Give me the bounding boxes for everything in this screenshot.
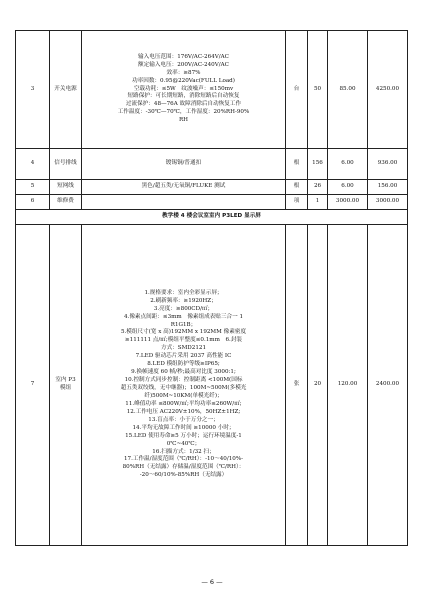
item-total: 4250.00 xyxy=(368,31,408,149)
spec-line: 额定输入电压：200V/AC-240V/AC xyxy=(138,61,229,68)
item-unit-price: 85.00 xyxy=(328,31,368,149)
spec-line: 13.盲点率：小于万分之一； xyxy=(148,416,219,423)
spec-line: ≥111111 点/㎡;模组平整度≤0.1mm 6.封装 xyxy=(124,337,243,344)
spec-line: 11.峰值功率 ≤800W/㎡;平均功率≤260W/㎡; xyxy=(125,400,242,407)
quotation-table xyxy=(15,30,408,546)
table-row-3 xyxy=(16,31,408,149)
item-unit-price: 6.00 xyxy=(328,180,368,195)
page-number: — 6 — xyxy=(201,578,223,586)
item-name: 开关电源 xyxy=(50,31,82,149)
item-name: 短网线 xyxy=(50,180,82,195)
spec-line: 0℃~40℃； xyxy=(166,440,201,447)
spec-line: 7.LED 驱动芯片采用 2037 高性能 IC xyxy=(135,353,232,360)
spec-line: 12.工作电压 AC220V±10%，50HZ±1HZ; xyxy=(126,408,241,415)
spec-line: 10.控制方式同步控制：控制距离 <100M(国标 xyxy=(124,377,243,384)
item-spec xyxy=(82,225,286,546)
item-unit: 根 xyxy=(286,180,308,195)
spec-line: 8.LED 模组防护等级≥IP65; xyxy=(147,361,220,368)
item-unit-price: 120.00 xyxy=(328,225,368,546)
item-name: 维修费 xyxy=(50,195,82,210)
item-quantity: 20 xyxy=(308,225,328,546)
spec-line: 工作温度：-30℃—70℃，工作湿度：20%RH-90% xyxy=(117,109,250,116)
item-unit-price: 6.00 xyxy=(328,149,368,180)
item-spec: 镀锡铜/普通扣 xyxy=(82,149,286,180)
item-spec xyxy=(82,195,286,210)
spec-line: 15.LED 使用寿命≥5 万小时；运行环境温度-1 xyxy=(125,432,242,439)
spec-line: 空载功耗：≤5W 纹波噪声：≤150mv xyxy=(133,85,234,92)
spec-line: 9.换帧速度 60 帧/秒;最高对比度 3000:1; xyxy=(131,369,236,376)
spec-line: R1G1B； xyxy=(170,321,197,328)
item-number: 5 xyxy=(16,180,50,195)
table-row-5 xyxy=(16,180,408,195)
item-unit: 张 xyxy=(286,225,308,546)
section-title: 教学楼 4 楼会议室室内 P3LED 显示屏 xyxy=(16,210,408,225)
item-unit: 项 xyxy=(286,195,308,210)
item-total: 2400.00 xyxy=(368,225,408,546)
item-total: 156.00 xyxy=(368,180,408,195)
item-total: 3000.00 xyxy=(368,195,408,210)
spec-line: 1.规格要求：室内全彩显示屏； xyxy=(144,289,223,296)
spec-line: 3.亮度：≥800CD/㎡； xyxy=(153,305,214,312)
item-unit: 根 xyxy=(286,149,308,180)
item-name: 信号排线 xyxy=(50,149,82,180)
table-row-6 xyxy=(16,195,408,210)
item-spec: 黑色/超五类/无氧铜/FLUKE 测试 xyxy=(82,180,286,195)
spec-line: RH xyxy=(178,117,189,124)
spec-line: 14.平均无故障工作时间 ≥10000 小时； xyxy=(132,424,235,431)
spec-line: 80%RH（无结露）存储温/湿度范围（℃/RH）： xyxy=(122,464,245,471)
item-quantity: 1 xyxy=(308,195,328,210)
item-quantity: 26 xyxy=(308,180,328,195)
item-quantity: 50 xyxy=(308,31,328,149)
spec-line: 4.像素点间距：≤3mm 像素组成表贴三合一 1 xyxy=(123,313,244,320)
section-header-row xyxy=(16,210,408,225)
spec-line: 过流保护：48—76A 故障消除后自动恢复工作 xyxy=(125,101,242,108)
item-name: 室内 P3 模组 xyxy=(50,225,82,546)
spec-line: 短路保护：可长期短路，消除短路后自动恢复 xyxy=(127,93,240,100)
item-unit-price: 3000.00 xyxy=(328,195,368,210)
item-number: 7 xyxy=(16,225,50,546)
spec-line: 输入电压范围：176V/AC-264V/AC xyxy=(138,53,229,60)
item-unit: 台 xyxy=(286,31,308,149)
item-spec xyxy=(82,31,286,149)
spec-line: 16.扫描方式：1/32 扫； xyxy=(152,448,215,455)
item-total: 936.00 xyxy=(368,149,408,180)
spec-line: 纤)500M~10KM(单模光纤)； xyxy=(144,392,223,399)
item-quantity: 156 xyxy=(308,149,328,180)
spec-line: 5.模组尺寸(宽 x 高)192MM x 192MM 像素密度 xyxy=(120,329,247,336)
table-row-4 xyxy=(16,149,408,180)
spec-line: 功率因数：0.95@220Vac(FULL Load) xyxy=(132,77,235,84)
item-number: 4 xyxy=(16,149,50,180)
spec-line: 方式：SMD2121 xyxy=(160,345,207,352)
spec-line: 2.刷新频率：≥1920HZ； xyxy=(150,297,217,304)
table-row-7 xyxy=(16,225,408,546)
spec-line: 效率：≥87% xyxy=(166,69,201,76)
spec-line: -20～60/10%-85%RH（无结露） xyxy=(139,472,228,479)
spec-line: 17.工作温/湿度范围（℃/RH）：-10～40/10%- xyxy=(123,456,244,463)
item-number: 6 xyxy=(16,195,50,210)
spec-line: 超五类双绞线，无中继器)；100M~500M(多模光 xyxy=(120,385,247,391)
item-number: 3 xyxy=(16,31,50,149)
